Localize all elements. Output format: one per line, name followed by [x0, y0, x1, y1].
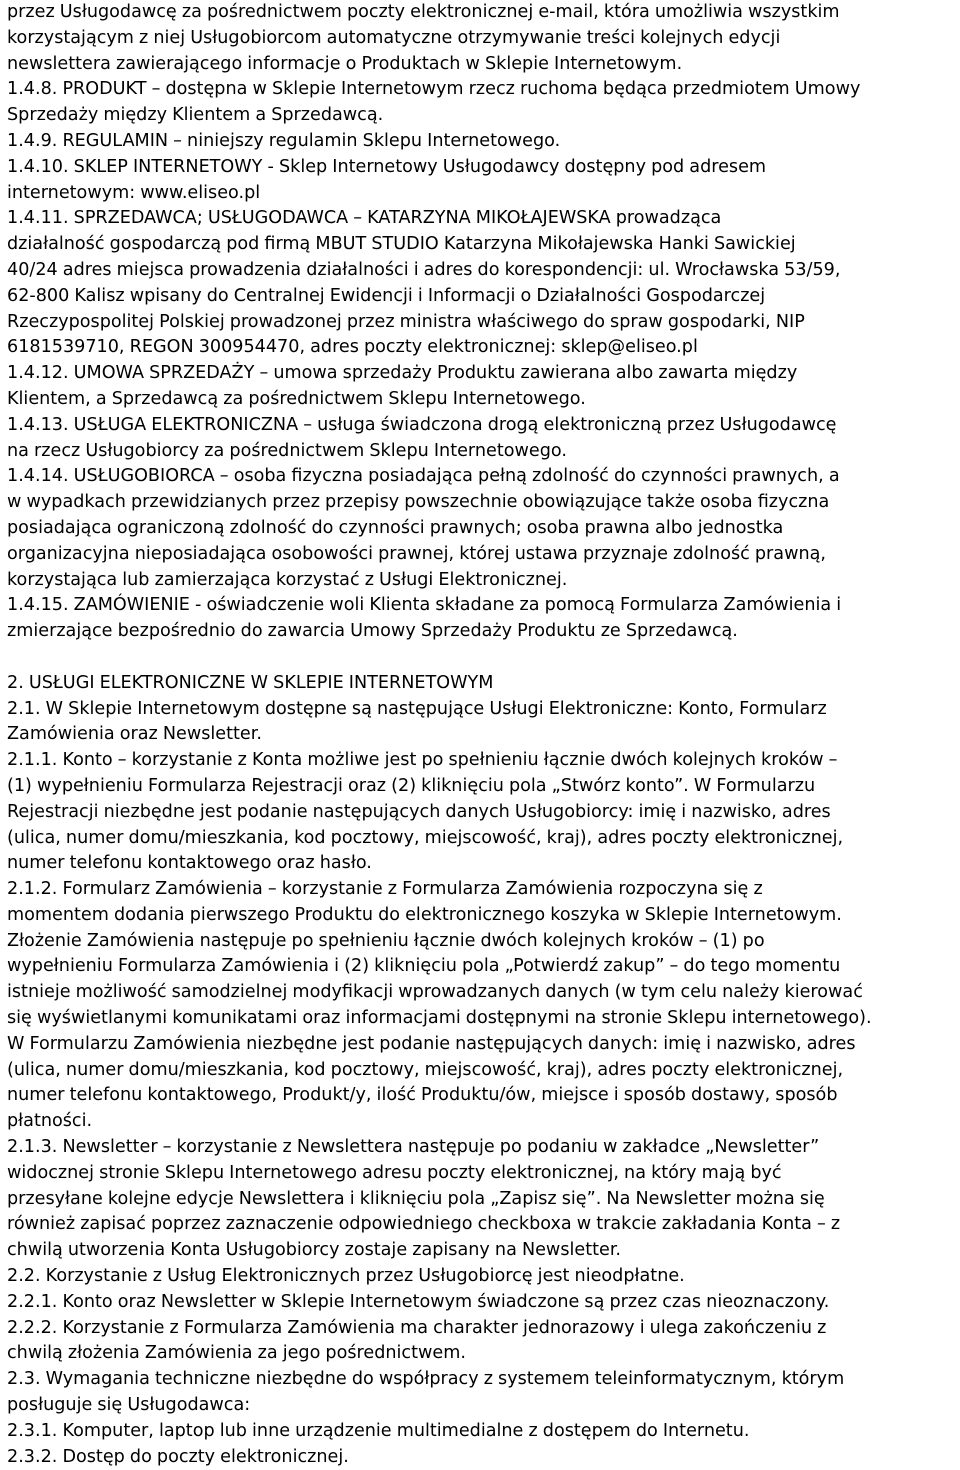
section-2-heading: 2. USŁUGI ELEKTRONICZNE W SKLEPIE INTERNETOWYM [7, 672, 494, 693]
clause-2-1-2: 2.1.2. Formularz Zamówienia – korzystanie z Formularza Zamówienia rozpoczyna się z momentem dodania pierwszego Produktu do elektronicznego koszyka w Sklepie Internetowym. Złożenie Zamówienia następuje po spełnieniu łącznie dwóch kolejnych kroków – (1) po wypełnieniu Formularza Zamówienia i (2) kliknięciu pola „Potwierdź zakup” – do tego momentu istnieje możliwość samodzielnej modyfikacji wprowadzanych danych (w tym celu należy kierować się wyświetlanymi komunikatami oraz informacjami dostępnymi na stronie Sklepu internetowego). W Formularzu Zamówienia niezbędne jest podanie następujących danych: imię i nazwisko, adres (ulica, numer domu/mieszkania, kod pocztowy, miejscowość, kraj), adres poczty elektronicznej, numer telefonu kontaktowego, Produkt/y, ilość Produktu/ów, miejsce i sposób dostawy, sposób płatności. [7, 879, 872, 1132]
definition-uslugobiorca: 1.4.14. USŁUGOBIORCA – osoba fizyczna posiadająca pełną zdolność do czynności prawnych, a w wypadkach przewidzianych przez przepisy powszechnie obowiązujące także osoba fizyczna posiadająca ograniczoną zdolność do czynności prawnych; osoba prawna albo jednostka organizacyjna nieposiadająca osobowości prawnej, której ustawa przyznaje zdolność prawną, korzystająca lub zamierzająca korzystać z Usługi Elektronicznej. [7, 466, 840, 590]
section-spacer [7, 645, 946, 671]
definition-zamowienie: 1.4.15. ZAMÓWIENIE - oświadczenie woli Klienta składane za pomocą Formularza Zamówienia i zmierzające bezpośrednio do zawarcia Umowy Sprzedaży Produktu ze Sprzedawcą. [7, 595, 842, 642]
clause-2-1-3: 2.1.3. Newsletter – korzystanie z Newslettera następuje po podaniu w zakładce „Newsletter” widocznej stronie Sklepu Internetowego adresu poczty elektronicznej, na który mają być przesyłane kolejne edycje Newslettera i kliknięciu pola „Zapisz się”. Na Newsletter można się również zapisać poprzez zaznaczenie odpowiedniego checkboxa w trakcie zakładania Konta – z chwilą utworzenia Konta Usługobiorcy zostaje zapisany na Newsletter. [7, 1137, 841, 1261]
definition-usluga-elektroniczna: 1.4.13. USŁUGA ELEKTRONICZNA – usługa świadczona drogą elektroniczną przez Usługodawcę na rzecz Usługobiorcy za pośrednictwem Sklepu Internetowego. [7, 414, 837, 461]
clause-2-2-1: 2.2.1. Konto oraz Newsletter w Sklepie Internetowym świadczone są przez czas nieoznaczony. [7, 1291, 830, 1312]
clause-2-2-2: 2.2.2. Korzystanie z Formularza Zamówienia ma charakter jednorazowy i ulega zakończeniu z chwilą złożenia Zamówienia za jego pośrednictwem. [7, 1317, 827, 1364]
clause-2-1: 2.1. W Sklepie Internetowym dostępne są następujące Usługi Elektroniczne: Konto, Formularz Zamówienia oraz Newsletter. [7, 698, 827, 745]
clause-2-3-2: 2.3.2. Dostęp do poczty elektronicznej. [7, 1446, 349, 1467]
clause-2-3: 2.3. Wymagania techniczne niezbędne do współpracy z systemem teleinformatycznym, którym posługuje się Usługodawca: [7, 1369, 845, 1416]
definition-produkt: 1.4.8. PRODUKT – dostępna w Sklepie Internetowym rzecz ruchoma będąca przedmiotem Umowy Sprzedaży między Klientem a Sprzedawcą. [7, 79, 861, 126]
definition-regulamin: 1.4.9. REGULAMIN – niniejszy regulamin Sklepu Internetowego. [7, 130, 561, 151]
definition-sklep-internetowy: 1.4.10. SKLEP INTERNETOWY - Sklep Internetowy Usługodawcy dostępny pod adresem internetowym: www.eliseo.pl [7, 156, 767, 203]
clause-2-3-1: 2.3.1. Komputer, laptop lub inne urządzenie multimedialne z dostępem do Internetu. [7, 1420, 750, 1441]
intro-paragraph: przez Usługodawcę za pośrednictwem poczty elektronicznej e-mail, która umożliwia wszystkim korzystającym z niej Usługobiorcom automatyczne otrzymywanie treści kolejnych edycji newslettera zawierającego informacje o Produktach w Sklepie Internetowym. [7, 2, 840, 74]
definition-umowa-sprzedazy: 1.4.12. UMOWA SPRZEDAŻY – umowa sprzedaży Produktu zawierana albo zawarta między Klientem, a Sprzedawcą za pośrednictwem Sklepu Internetowego. [7, 363, 798, 409]
clause-2-1-1: 2.1.1. Konto – korzystanie z Konta możliwe jest po spełnieniu łącznie dwóch kolejnych kroków – (1) wypełnieniu Formularza Rejestracji oraz (2) kliknięciu pola „Stwórz konto”. W Formularzu Rejestracji niezbędne jest podanie następujących danych Usługobiorcy: imię i nazwisko, adres (ulica, numer domu/mieszkania, kod pocztowy, miejscowość, kraj), adres poczty elektronicznej, numer telefonu kontaktowego oraz hasło. [7, 750, 844, 874]
clause-2-2: 2.2. Korzystanie z Usług Elektronicznych przez Usługobiorcę jest nieodpłatne. [7, 1266, 685, 1287]
definition-sprzedawca: 1.4.11. SPRZEDAWCA; USŁUGODAWCA – KATARZYNA MIKOŁAJEWSKA prowadząca działalność gospodarczą pod firmą MBUT STUDIO Katarzyna Mikołajewska Hanki Sawickiej 40/24 adres miejsca prowadzenia działalności i adres do korespondencji: ul. Wrocławska 53/59, 62-800 Kalisz wpisany do Centralnej Ewidencji i Informacji o Działalności Gospodarczej Rzeczypospolitej Polskiej prowadzonej przez ministra właściwego do spraw gospodarki, NIP 6181539710, REGON 300954470, adres poczty elektronicznej: sklep@eliseo.pl [7, 208, 841, 358]
